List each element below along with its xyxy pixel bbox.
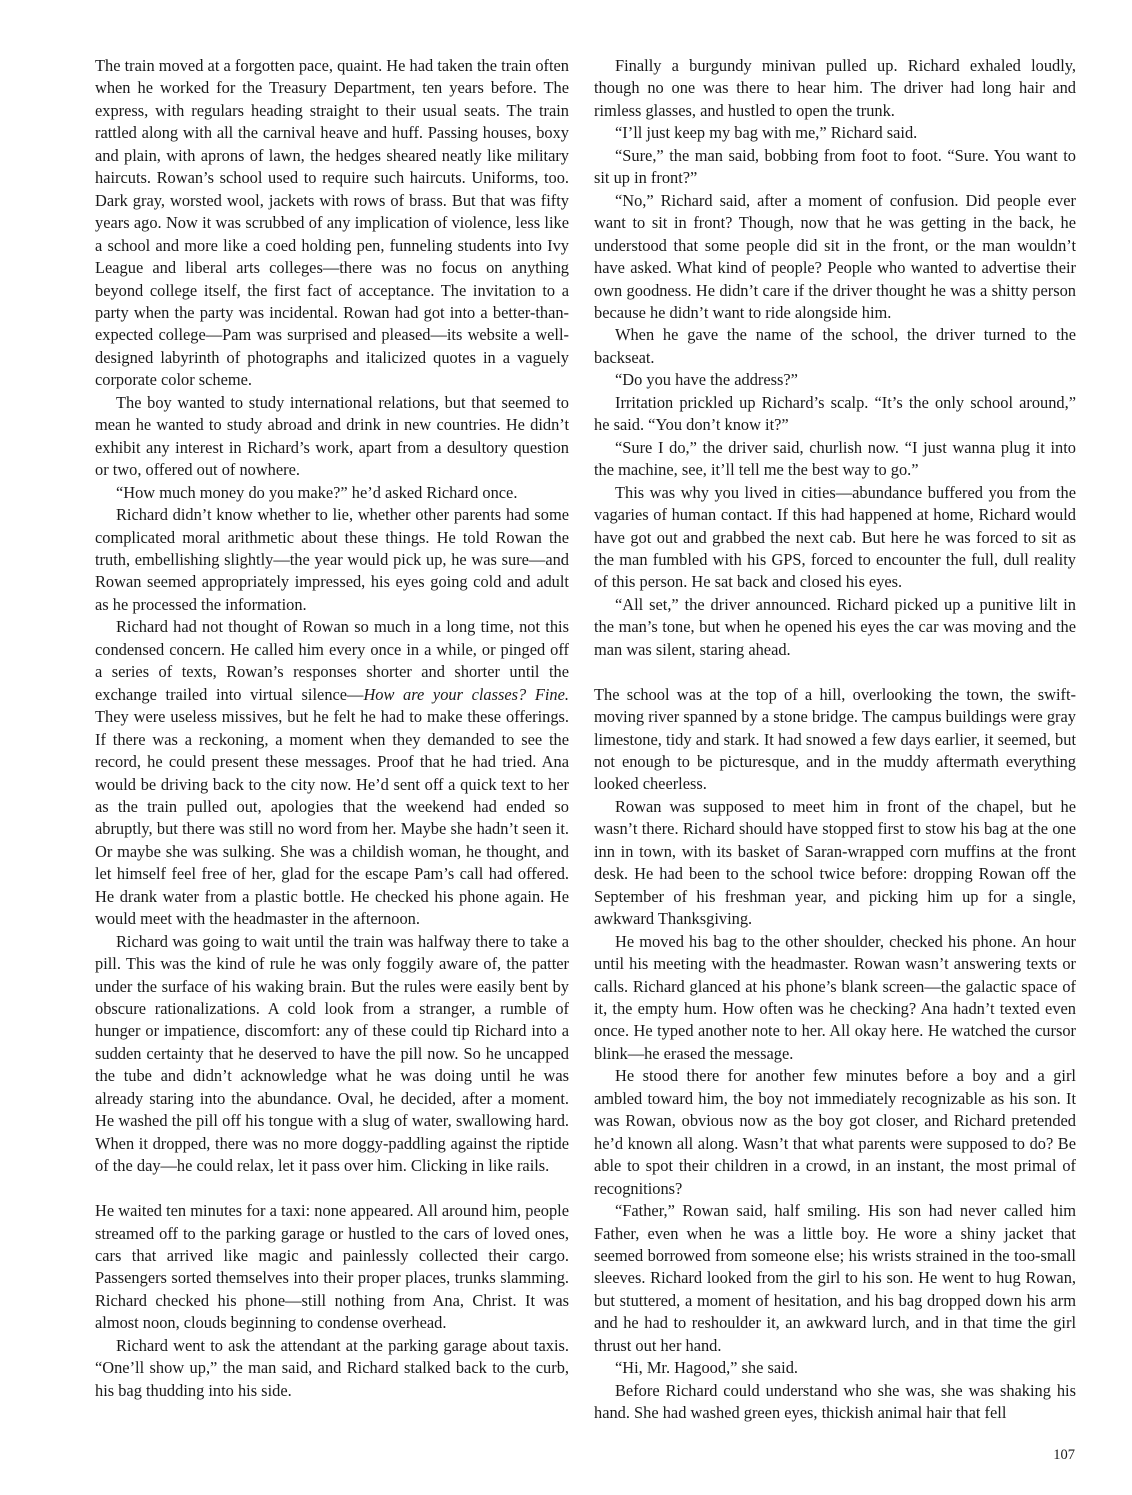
paragraph: The train moved at a forgotten pace, quaint. He had taken the train often when he worked for the Treasury Department, ten years before. The express, with regulars heading straight to their usual seats. The train rattled along with all the carnival heave and huff. Passing houses, boxy and plain, with aprons of lawn, the hedges sheared neatly like military haircuts. Rowan’s school used to require such haircuts. Uniforms, too. Dark gray, worsted wool, jackets with rows of brass. But that was fifty years ago. Now it was scrubbed of any implication of violence, less like a school and more like a coed holding pen, funneling students into Ivy League and liberal arts colleges—there was no focus on anything beyond college itself, the first fact of acceptance. The invitation to a party when the party was incidental. Rowan had got into a better-than-expected college—Pam was surprised and pleased—its website a well-designed labyrinth of photographs and italicized quotes in a vaguely corporate color scheme.	[95, 56, 569, 390]
italic-text: How are your classes? Fine.	[363, 684, 569, 704]
right-column	[594, 55, 1076, 1425]
paragraph: This was why you lived in cities—abundance buffered you from the vagaries of human contact. If this had happened at home, Richard would have got out and grabbed the next cab. But here he was forced to sit as the man fumbled with his GPS, forced to encounter the full, dull reality of this person. He sat back and closed his eyes.	[594, 482, 1076, 592]
paragraph: “All set,” the driver announced. Richard picked up a punitive lilt in the man’s tone, but when he opened his eyes the car was moving and the man was silent, staring ahead.	[594, 594, 1076, 659]
paragraph: Richard didn’t know whether to lie, whether other parents had some complicated moral arithmetic about these things. He told Rowan the truth, embellishing slightly—the year would pick up, he was sure—and Rowan seemed appropriately impressed, his eyes going cold and adult as he processed the information.	[95, 505, 569, 614]
page-number: 107	[1053, 1447, 1075, 1463]
paragraph: “Hi, Mr. Hagood,” she said.	[615, 1358, 798, 1378]
paragraph: Richard went to ask the attendant at the parking garage about taxis. “One’ll show up,” the man said, and Richard stalked back to the curb, his bag thudding into his side.	[95, 1335, 569, 1400]
paragraph-text: Richard had not thought of Rowan so much in a long time, not this condensed concern. He called him every once in a while, or pinged off a series of texts, Rowan’s responses shorter and shorter until the exchange trailed into virtual silence—	[95, 617, 569, 704]
paragraph: Finally a burgundy minivan pulled up. Richard exhaled loudly, though no one was there to hear him. The driver had long hair and rimless glasses, and hustled to open the trunk.	[594, 56, 1076, 120]
paragraph: Richard was going to wait until the train was halfway there to take a pill. This was the kind of rule he was only foggily aware of, the patter under the surface of his waking brain. But the rules were easily bent by obscure rationalizations. A cold look from a stranger, a rumble of hunger or impatience, discomfort: any of these could tip Richard into a sudden certainty that he deserved to have the pill now. So he uncapped the tube and didn’t acknowledge what he was doing until he was already staring into the abundance. Oval, he decided, after a moment. He washed the pill off his tongue with a slug of water, swallowing hard. When it dropped, there was no more doggy-paddling against the riptide of the day—he could relax, let it pass over him. Clicking in like rails.	[95, 931, 569, 1176]
paragraph: “Do you have the address?”	[615, 370, 798, 390]
left-column	[95, 55, 569, 1402]
paragraph: Irritation prickled up Richard’s scalp. “It’s the only school around,” he said. “You don’t know it?”	[594, 392, 1076, 435]
section-break-paragraph: He waited ten minutes for a taxi: none appeared. All around him, people streamed off to the parking garage or hustled to the cars of loved ones, cars that arrived like magic and painlessly collected their cargo. Passengers sorted themselves into their proper places, trunks slamming. Richard checked his phone—still nothing from Ana, Christ. It was almost noon, clouds beginning to condense overhead.	[95, 1201, 569, 1333]
paragraph: He stood there for another few minutes before a boy and a girl ambled toward him, the boy not immediately recognizable as his son. It was Rowan, obvious now as the boy got closer, and Richard pretended he’d known all along. Wasn’t that what parents were supposed to do? Be able to spot their children in a crowd, in an instant, the most primal of recognitions?	[594, 1066, 1076, 1198]
paragraph: When he gave the name of the school, the driver turned to the backseat.	[594, 325, 1076, 367]
paragraph: “Sure I do,” the driver said, churlish now. “I just wanna plug it into the machine, see, it’ll tell me the best way to go.”	[594, 437, 1076, 480]
paragraph	[95, 616, 569, 930]
paragraph: Before Richard could understand who she was, she was shaking his hand. She had washed green eyes, thickish animal hair that fell	[594, 1380, 1076, 1423]
paragraph: “I’ll just keep my bag with me,” Richard said.	[615, 123, 918, 143]
paragraph: The boy wanted to study international relations, but that seemed to mean he wanted to study abroad and drink in new countries. He didn’t exhibit any interest in Richard’s work, apart from a desultory question or two, offered out of nowhere.	[95, 392, 569, 480]
paragraph: “How much money do you make?” he’d asked Richard once.	[116, 482, 518, 502]
paragraph: “No,” Richard said, after a moment of confusion. Did people ever want to sit in front? Though, now that he was getting in the back, he understood that some people did sit in the front, or the man wouldn’t have asked. What kind of people? People who wanted to advertise their own goodness. He didn’t care if the driver thought he was a shitty person because he didn’t want to ride alongside him.	[594, 190, 1076, 322]
paragraph: Rowan was supposed to meet him in front of the chapel, but he wasn’t there. Richard should have stopped first to stow his bag at the one inn in town, with its basket of Saran-wrapped corn muffins at the front desk. He had been to the school twice before: dropping Rowan off the September of his freshman year, and picking him up for a single, awkward Thanksgiving.	[594, 796, 1076, 929]
section-break-paragraph: The school was at the top of a hill, overlooking the town, the swift-moving river spanned by a stone bridge. The campus buildings were gray limestone, tidy and stark. It had snowed a few days earlier, it seemed, but not enough to be picturesque, and in the muddy aftermath everything looked cheerless.	[594, 684, 1076, 794]
paragraph: “Sure,” the man said, bobbing from foot to foot. “Sure. You want to sit up in front?”	[594, 145, 1076, 188]
paragraph: “Father,” Rowan said, half smiling. His son had never called him Father, even when he was a little boy. He wore a shiny jacket that seemed borrowed from someone else; his wrists strained in the too-small sleeves. Richard looked from the girl to his son. He went to hug Rowan, but stuttered, a moment of hesitation, and his bag dropped down his arm and he had to reshoulder it, an awkward lurch, and in that time the girl thrust out her hand.	[594, 1201, 1076, 1355]
paragraph-text: They were useless missives, but he felt he had to make these offerings. If there was a reckoning, a moment when they demanded to see the record, he could present these messages. Proof that he had tried. Ana would be driving back to the city now. He’d sent off a quick text to her as the train pulled out, apologies that the weekend had ended so abruptly, but there was still no word from her. Maybe she hadn’t seen it. Or maybe she was sulking. She was a childish woman, he thought, and let himself feel free of her, glad for the escape Pam’s call had offered. He drank water from a plastic bottle. He checked his phone again. He would meet with the headmaster in the afternoon.	[95, 707, 569, 929]
paragraph: He moved his bag to the other shoulder, checked his phone. An hour until his meeting with the headmaster. Rowan wasn’t answering texts or calls. Richard glanced at his phone’s blank screen—the galactic space of it, the empty hum. How often was he checking? Ana hadn’t texted even once. He typed another note to her. All okay here. He watched the cursor blink—he erased the message.	[594, 931, 1076, 1063]
